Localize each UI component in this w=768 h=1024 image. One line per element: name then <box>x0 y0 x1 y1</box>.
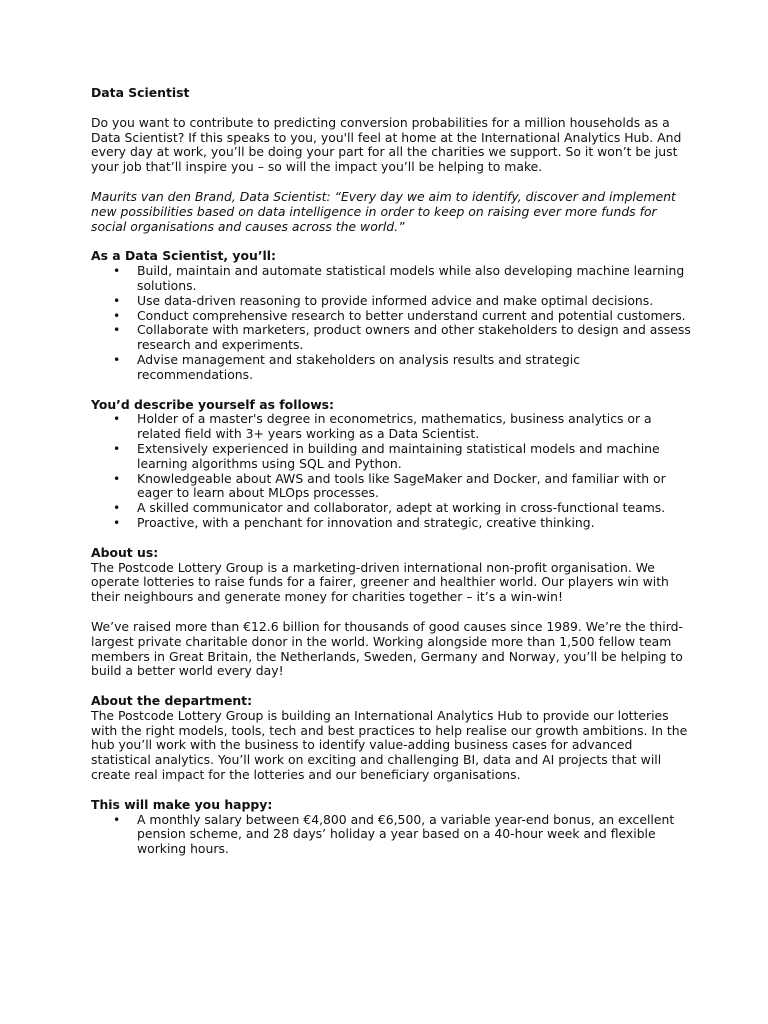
list-item-text: Holder of a master's degree in econometrics, mathematics, business analytics or a related field with 3+ years working as a Data Scientist. <box>137 411 652 442</box>
impact-paragraph: We’ve raised more than €12.6 billion for thousands of good causes since 1989. We’re the third-largest private charitable donor in the world. Working alongside more than 1,500 fellow team members in Great Britain, the Netherlands, Sweden, Germany and Norway, you’ll be helping to build a better world every day! <box>91 618 683 679</box>
list-item <box>91 264 691 294</box>
bullet-icon: • <box>113 500 121 516</box>
bullet-icon: • <box>113 811 121 827</box>
about-department-paragraph: The Postcode Lottery Group is building an International Analytics Hub to provide our lotteries with the right models, tools, tech and best practices to help realise our growth ambitions. In the hub you’ll work with the business to identify value-adding business cases for advanced statistical analytics. You’ll work on exciting and challenging BI, data and AI projects that will create real impact for the lotteries and our beneficiary organisations. <box>91 707 688 783</box>
list-item <box>91 412 691 442</box>
bullet-icon: • <box>113 411 121 427</box>
about-us-paragraph: The Postcode Lottery Group is a marketing-driven international non-profit organisation. We operate lotteries to raise funds for a fairer, greener and healthier world. Our players win with their neighbours and generate money for charities together – it’s a win-win! <box>91 559 669 605</box>
list-item <box>91 813 691 857</box>
bullet-icon: • <box>113 351 121 367</box>
list-item <box>91 472 691 502</box>
list-item-text: Use data-driven reasoning to provide informed advice and make optimal decisions. <box>137 292 654 308</box>
list-item <box>91 516 691 531</box>
employee-quote: Maurits van den Brand, Data Scientist: “Every day we aim to identify, discover and implement new possibilities based on data intelligence in order to keep on raising ever more funds for social organisations and causes across the world.” <box>91 188 676 234</box>
list-item-text: Collaborate with marketers, product owners and other stakeholders to design and assess research and experiments. <box>137 322 691 353</box>
list-item <box>91 442 691 472</box>
list-item-text: Knowledgeable about AWS and tools like SageMaker and Docker, and familiar with or eager to learn about MLOps processes. <box>137 470 666 501</box>
bullet-icon: • <box>113 440 121 456</box>
about-us-heading: About us: <box>91 544 159 560</box>
bullet-icon: • <box>113 307 121 323</box>
list-item-text: Build, maintain and automate statistical models while also developing machine learning solutions. <box>137 263 685 293</box>
list-item-text: Extensively experienced in building and maintaining statistical models and machine learning algorithms using SQL and Python. <box>137 440 660 471</box>
list-item-text: Conduct comprehensive research to better understand current and potential customers. <box>137 307 686 323</box>
bullet-icon: • <box>113 322 121 338</box>
list-item-text: A skilled communicator and collaborator, adept at working in cross-functional teams. <box>137 500 666 516</box>
bullet-icon: • <box>113 470 121 486</box>
list-item <box>91 353 691 383</box>
intro-paragraph: Do you want to contribute to predicting conversion probabilities for a million households as a Data Scientist? If this speaks to you, you'll feel at home at the International Analytics Hub. And every day at work, you’ll be doing your part for all the charities we support. So it won’t be just your job that’ll inspire you – so will the impact you’ll be helping to make. <box>91 114 682 175</box>
benefits-list <box>91 813 691 857</box>
list-item-text: Proactive, with a penchant for innovation and strategic, creative thinking. <box>137 514 595 530</box>
list-item-text: Advise management and stakeholders on analysis results and strategic recommendations. <box>137 351 581 382</box>
responsibilities-heading: As a Data Scientist, you’ll: <box>91 248 276 264</box>
bullet-icon: • <box>113 514 121 530</box>
list-item-text: A monthly salary between €4,800 and €6,500, a variable year-end bonus, an excellent pension scheme, and 28 days’ holiday a year based on a 40-hour week and flexible working hours. <box>137 811 675 857</box>
bullet-icon: • <box>113 292 121 308</box>
profile-list <box>91 412 691 530</box>
list-item <box>91 294 691 309</box>
profile-heading: You’d describe yourself as follows: <box>91 396 334 412</box>
benefits-heading: This will make you happy: <box>91 796 273 812</box>
page-title: Data Scientist <box>91 85 190 100</box>
about-department-heading: About the department: <box>91 693 253 709</box>
list-item <box>91 501 691 516</box>
list-item <box>91 309 691 324</box>
bullet-icon: • <box>113 263 121 279</box>
responsibilities-list <box>91 264 691 382</box>
list-item <box>91 323 691 353</box>
